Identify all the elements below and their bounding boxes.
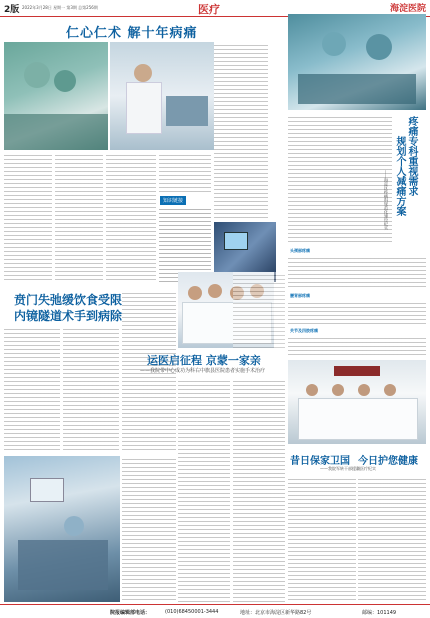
story2-photo-operating-room	[4, 456, 120, 602]
story2-text-col-1	[4, 326, 60, 452]
lead-headline: 仁心仁术 解十年病痛	[66, 26, 198, 41]
page-number: 2版	[4, 5, 20, 15]
story2-headline-line2: 内镜隧道术手到病除	[14, 309, 123, 323]
right-photo-veteran-doctors	[288, 360, 426, 444]
lead-text-col-3	[106, 152, 156, 282]
pain-list-head-1: 头颈部疼痛	[290, 248, 310, 253]
right-headline-line1: 昔日保家卫国	[290, 456, 350, 467]
pain-list-text-3	[288, 335, 426, 355]
pain-list-text-2	[288, 300, 426, 324]
story2-text-col-2	[63, 326, 119, 452]
right-text-col-1	[288, 476, 356, 602]
story3-headline: 运医启征程 京蒙一家亲	[147, 354, 261, 367]
pain-list-text-1	[288, 255, 426, 289]
knowledge-text	[159, 206, 211, 282]
lead-text-col-5	[214, 42, 268, 218]
right-vertical-title-2: 规划个人减痛方案	[394, 136, 405, 216]
section-title: 医疗	[198, 3, 220, 16]
pain-list-head-2: 腰背部疼痛	[290, 293, 310, 298]
knowledge-tag: 知识链接	[160, 196, 186, 205]
right-vertical-title-1: 疼痛专科重视需求	[406, 116, 417, 196]
lead-photo-surgery	[4, 42, 108, 150]
right-text-intro	[288, 114, 392, 244]
lead-photo-consult	[110, 42, 214, 150]
right-photo-pain-clinic	[288, 14, 426, 110]
lead-text-col-2	[55, 152, 103, 282]
right-subtitle: ——我院军转干部援疆医疗纪实	[320, 466, 376, 471]
brand-logo: 海淀医院	[389, 4, 426, 14]
story3-subtitle: ——我院带中心成功为科右中旗县医院患者实施手术治疗	[140, 368, 266, 374]
right-headline-line2: 今日护您健康	[358, 456, 418, 467]
lead-text-col-1	[4, 152, 52, 282]
right-vertical-subtitle: ——海淀区疼痛科规范化建设纪实	[384, 170, 389, 230]
footer-postcode: 邮编：101149	[362, 610, 397, 616]
story2-text-col-5	[122, 456, 176, 602]
story3-text-col-1	[178, 378, 230, 602]
story2-headline-line1: 贲门失弛缓饮食受限	[14, 293, 123, 307]
pain-list-head-3: 关节及四肢疼痛	[290, 328, 318, 333]
right-text-col-2	[358, 476, 426, 602]
story3-text-col-3	[233, 272, 285, 348]
footer-phone-label: 院报编辑部电话：	[110, 610, 151, 616]
footer-phone: (010)68450001-3444	[165, 609, 219, 615]
issue-date: 2022年3月28日 星期一 第3期 总第256期	[22, 5, 98, 10]
page-footer	[0, 604, 430, 618]
lead-text-col-4	[159, 152, 211, 192]
footer-address: 地址：北京市海淀区新华路82号	[240, 610, 312, 616]
story3-text-col-2	[233, 378, 285, 602]
